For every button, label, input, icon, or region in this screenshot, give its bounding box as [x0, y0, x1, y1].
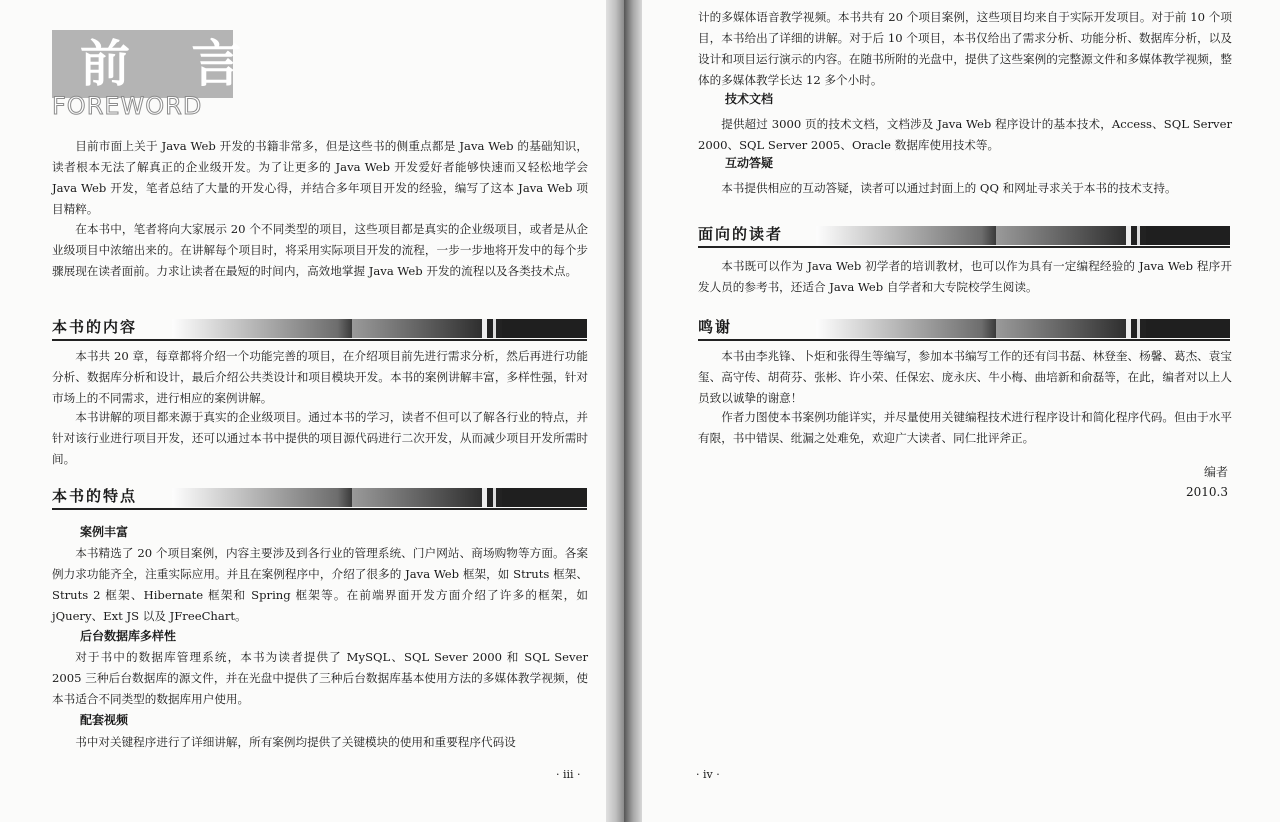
section-title-features: 本书的特点	[52, 487, 138, 505]
page-subtitle: FOREWORD	[52, 92, 203, 120]
page-number-right: · iv ·	[696, 768, 720, 781]
section-decorative-bar	[816, 319, 1230, 338]
section-header-thanks	[698, 317, 1230, 341]
signature-date: 2010.3	[1186, 485, 1228, 499]
subheading-interactive-qa: 互动答疑	[725, 156, 774, 170]
subheading-rich-cases: 案例丰富	[80, 525, 129, 539]
continued-paragraph: 计的多媒体语音教学视频。本书共有 20 个项目案例，这些项目均来自于实际开发项目。对于前 10 个项目，本书给出了详细的讲解。对于后 10 个项目，本书仅给出了需求分析、功能分析、数据库分析，以及设计和项目运行演示的内容。在随书所附的光盘中，提供了这些案例的完整源文件和多媒体教学视频，整体的多媒体教学长达 12 多个小时。	[698, 10, 1232, 87]
rich-cases-paragraph: 本书精选了 20 个项目案例，内容主要涉及到各行业的管理系统、门户网站、商场购物等方面。各案例力求功能齐全，注重实际应用。并且在案例程序中，介绍了很多的 Java Web 框架，如 Struts 框架、Struts 2 框架、Hibernate 框架和 Spring 框架等。在前端界面开发方面介绍了许多的框架，如 jQuery、Ext JS 以及 JFreeChart。	[52, 546, 588, 623]
subheading-videos: 配套视频	[80, 713, 129, 727]
right-page	[642, 0, 1280, 822]
section-decorative-bar	[816, 226, 1230, 245]
book-gutter-left	[606, 0, 624, 822]
thanks-paragraph-1: 本书由李兆锋、卜炬和张得生等编写，参加本书编写工作的还有闫书磊、林登奎、杨馨、葛杰、袁宝玺、高守传、胡荷芬、张彬、许小荣、任保宏、庞永庆、牛小梅、曲培新和俞磊等，在此，编者对以上人员致以诚挚的谢意！	[698, 349, 1232, 405]
contents-paragraph-2: 本书讲解的项目都来源于真实的企业级项目。通过本书的学习，读者不但可以了解各行业的特点，并针对该行业进行项目开发，还可以通过本书中提供的项目源代码进行二次开发，从而减少项目开发所需时间。	[52, 410, 588, 466]
subheading-database-variety: 后台数据库多样性	[80, 629, 177, 643]
contents-paragraph-1: 本书共 20 章，每章都将介绍一个功能完善的项目，在介绍项目前先进行需求分析，然后再进行功能分析、数据库分析和设计，最后介绍公共类设计和项目模块开发。本书的案例讲解丰富，多样性强，针对市场上的不同需求，进行相应的案例讲解。	[52, 349, 588, 405]
tech-docs-paragraph: 提供超过 3000 页的技术文档，文档涉及 Java Web 程序设计的基本技术，Access、SQL Server 2000、SQL Server 2005、Oracle 数据库使用技术等。	[698, 117, 1232, 152]
videos-paragraph: 书中对关键程序进行了详细讲解，所有案例均提供了关键模块的使用和重要程序代码设	[75, 735, 516, 749]
page-number-left: · iii ·	[556, 768, 581, 781]
section-title-readers: 面向的读者	[698, 225, 784, 243]
section-title-contents: 本书的内容	[52, 318, 138, 336]
signature-author: 编者	[1203, 465, 1228, 479]
readers-paragraph: 本书既可以作为 Java Web 初学者的培训教材，也可以作为具有一定编程经验的 Java Web 程序开发人员的参考书，还适合 Java Web 自学者和大专院校学生阅读。	[698, 259, 1232, 294]
section-header-readers	[698, 224, 1230, 248]
database-variety-paragraph: 对于书中的数据库管理系统，本书为读者提供了 MySQL、SQL Sever 2000 和 SQL Sever 2005 三种后台数据库的源文件，并在光盘中提供了三种后台数据库基本使用方法的多媒体教学视频，使本书适合不同类型的数据库用户使用。	[52, 650, 588, 706]
interactive-qa-paragraph: 本书提供相应的互动答疑，读者可以通过封面上的 QQ 和网址寻求关于本书的技术支持。	[721, 181, 1177, 195]
thanks-paragraph-2: 作者力图使本书案例功能详实，并尽量使用关键编程技术进行程序设计和简化程序代码。但由于水平有限，书中错误、纰漏之处难免，欢迎广大读者、同仁批评斧正。	[698, 410, 1232, 445]
left-page	[0, 0, 606, 822]
book-gutter-right	[624, 0, 642, 822]
intro-paragraph-2: 在本书中，笔者将向大家展示 20 个不同类型的项目，这些项目都是真实的企业级项目，或者是从企业级项目中浓缩出来的。在讲解每个项目时，将采用实际项目开发的流程，一步一步地将开发中的每个步骤展现在读者面前。力求让读者在最短的时间内，高效地掌握 Java Web 开发的流程以及各类技术点。	[52, 222, 588, 278]
section-decorative-bar	[172, 488, 587, 507]
section-decorative-bar	[172, 319, 587, 338]
subheading-tech-docs: 技术文档	[725, 92, 774, 106]
intro-paragraph-1: 目前市面上关于 Java Web 开发的书籍非常多，但是这些书的侧重点都是 Java Web 的基础知识，读者根本无法了解真正的企业级开发。为了让更多的 Java Web 开发爱好者能够快速而又轻松地学会 Java Web 开发，笔者总结了大量的开发心得，并结合多年项目开发的经验，编写了这本 Java Web 项目精粹。	[52, 139, 588, 216]
section-header-contents	[52, 317, 587, 341]
section-title-thanks: 鸣谢	[698, 318, 733, 336]
page-title: 前 言	[80, 35, 264, 93]
section-header-features	[52, 486, 587, 510]
